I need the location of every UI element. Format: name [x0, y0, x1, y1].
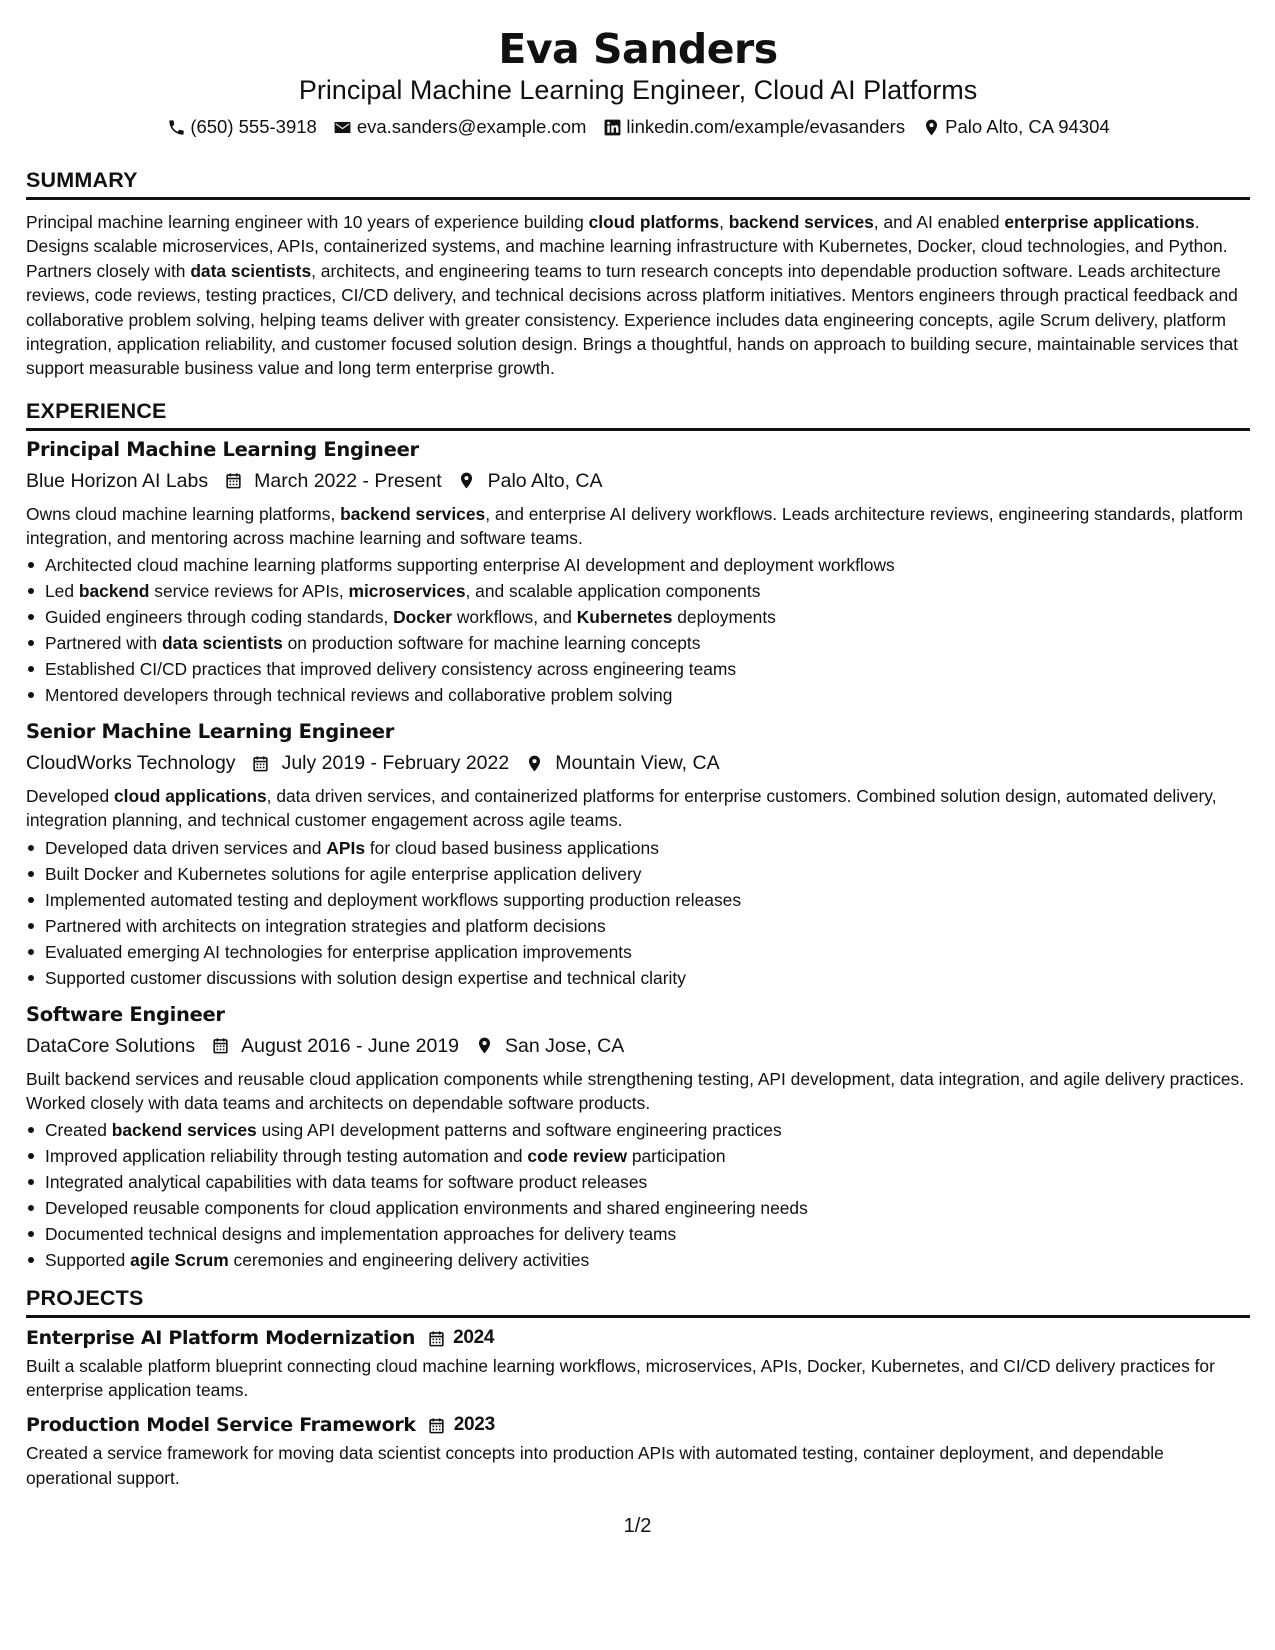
map-pin-icon	[921, 117, 941, 137]
job-title: Principal Machine Learning Engineer	[26, 437, 419, 461]
text-run: on production software for machine learning concepts	[282, 633, 701, 654]
text-run: Developed data driven services and	[45, 837, 327, 858]
contact-location-text: Palo Alto, CA 94304	[945, 116, 1110, 137]
list-item	[45, 1169, 1250, 1195]
text-run: workflows, and	[452, 607, 577, 628]
list-item	[45, 552, 1250, 578]
emphasis-text: data scientists	[161, 633, 283, 654]
emphasis-text: backend services	[340, 503, 486, 524]
job-entry	[26, 719, 1250, 990]
text-run: , and enterprise AI delivery workflows. Leads architecture reviews, engineering standards, platform integration, and mentoring across machine learning and software teams.	[26, 503, 1244, 549]
projects-section	[26, 1285, 1250, 1490]
list-item	[45, 656, 1250, 682]
project-header	[26, 1325, 1250, 1351]
text-run: for cloud based business applications	[365, 837, 659, 858]
contact-bar	[26, 113, 1250, 141]
job-dates: March 2022 - Present	[254, 469, 442, 492]
company-name: DataCore Solutions	[26, 1034, 196, 1057]
list-item	[45, 578, 1250, 604]
text-run: Supported	[45, 1250, 131, 1271]
text-run: participation	[626, 1146, 726, 1167]
emphasis-text: agile Scrum	[130, 1250, 229, 1271]
resume-page	[26, 0, 1250, 1490]
text-run: Improved application reliability through testing automation and	[45, 1146, 528, 1167]
contact-linkedin-text: linkedin.com/example/evasanders	[626, 116, 906, 137]
project-description: Built a scalable platform blueprint connecting cloud machine learning workflows, microservices, APIs, Docker, Kubernetes, and CI/CD delivery practices for enterprise application teams.	[26, 1356, 1215, 1401]
job-description	[26, 784, 1250, 832]
job-bullets	[26, 552, 1250, 708]
map-pin-icon	[473, 1035, 495, 1057]
text-run: , architects, and engineering teams to turn research concepts into dependable production software. Leads architecture reviews, code reviews, testing practices, CI/CD delivery, and technical decisions across platform initiatives. Mentors engineers through practical feedback and collaborative problem solving, helping teams deliver with greater consistency. Experience includes data engineering concepts, agile Scrum delivery, platform integration, application reliability, and customer focused solution design. Brings a thoughtful, hands on approach to building secure, maintainable services that support measurable business value and long term enterprise growth.	[26, 260, 1238, 379]
text-run: Created	[45, 1120, 112, 1141]
text-run: Implemented automated testing and deployment workflows supporting production releases	[45, 889, 742, 910]
section-divider	[26, 197, 1250, 200]
text-run: ,	[719, 212, 729, 232]
text-run: Principal machine learning engineer with 10 years of experience building	[26, 212, 589, 232]
map-pin-icon	[456, 470, 478, 492]
emphasis-text: APIs	[326, 837, 365, 858]
list-item	[45, 604, 1250, 630]
contact-email[interactable]	[333, 116, 587, 138]
project-year: 2023	[453, 1414, 495, 1436]
section-divider	[26, 1315, 1250, 1318]
text-run: , data driven services, and containerized platforms for enterprise customers. Combined solution design, automated delivery, integration planning, and technical customer engagement across agile teams.	[26, 786, 1217, 831]
section-title-projects: PROJECTS	[26, 1286, 144, 1311]
text-run: Partnered with architects on integration strategies and platform decisions	[45, 915, 606, 936]
text-run: . Designs scalable microservices, APIs, containerized systems, and machine learning infrastructure with Kubernetes, Docker, cloud technologies, and Python. Partners closely with	[26, 212, 1228, 281]
emphasis-text: data scientists	[190, 260, 312, 281]
linkedin-icon	[602, 117, 622, 137]
list-item	[45, 965, 1250, 991]
contact-phone-text: (650) 555-3918	[190, 116, 317, 137]
job-entry	[26, 437, 1250, 708]
map-pin-icon	[523, 752, 545, 774]
calendar-icon	[222, 470, 244, 492]
text-run: Partnered with	[45, 633, 162, 654]
job-location: San Jose, CA	[505, 1034, 625, 1057]
text-run: Architected cloud machine learning platforms supporting enterprise AI development and deployment workflows	[45, 555, 895, 576]
calendar-icon	[209, 1035, 231, 1057]
emphasis-text: backend services	[728, 212, 874, 232]
job-meta	[26, 1032, 1250, 1060]
text-run: Built backend services and reusable cloud application components while strengthening testing, API development, data integration, and agile delivery practices. Worked closely with data teams and architects on dependable software products.	[26, 1068, 1245, 1113]
job-meta	[26, 467, 1250, 495]
list-item	[45, 1195, 1250, 1221]
emphasis-text: backend	[78, 581, 150, 602]
text-run: Supported customer discussions with solution design expertise and technical clarity	[45, 967, 686, 988]
calendar-icon	[250, 752, 272, 774]
page-number: 1/2	[623, 1515, 652, 1537]
job-location: Palo Alto, CA	[487, 469, 603, 492]
project-entry	[26, 1325, 1250, 1402]
contact-location	[921, 116, 1110, 138]
text-run: Developed reusable components for cloud application environments and shared engineering needs	[45, 1198, 808, 1219]
phone-icon	[166, 117, 186, 137]
list-item	[45, 887, 1250, 913]
project-year: 2024	[453, 1327, 495, 1349]
text-run: service reviews for APIs,	[149, 581, 349, 602]
project-header	[26, 1412, 1250, 1438]
list-item	[45, 1143, 1250, 1169]
text-run: using API development patterns and software engineering practices	[256, 1120, 782, 1141]
text-run: Integrated analytical capabilities with data teams for software product releases	[45, 1172, 648, 1193]
text-run: , and scalable application components	[465, 581, 761, 602]
text-run: , and AI enabled	[873, 212, 1005, 232]
project-title: Enterprise AI Platform Modernization	[26, 1327, 416, 1350]
envelope-icon	[333, 117, 353, 137]
list-item	[45, 939, 1250, 965]
emphasis-text: enterprise applications	[1004, 212, 1195, 232]
project-list	[26, 1325, 1250, 1490]
job-title: Senior Machine Learning Engineer	[26, 720, 395, 744]
text-run: ceremonies and engineering delivery activities	[228, 1250, 590, 1271]
text-run: Built Docker and Kubernetes solutions for agile enterprise application delivery	[45, 863, 642, 884]
text-run: Established CI/CD practices that improved delivery consistency across engineering teams	[45, 659, 737, 680]
list-item	[45, 682, 1250, 708]
contact-phone[interactable]	[166, 116, 317, 138]
job-location: Mountain View, CA	[555, 752, 720, 775]
calendar-icon	[426, 1414, 448, 1436]
list-item	[45, 630, 1250, 656]
emphasis-text: backend services	[111, 1120, 257, 1141]
text-run: Led	[45, 581, 79, 602]
company-name: Blue Horizon AI Labs	[26, 469, 209, 492]
job-dates: August 2016 - June 2019	[241, 1034, 460, 1057]
project-description: Created a service framework for moving data scientist concepts into production APIs with automated testing, container deployment, and dependable operational support.	[26, 1443, 1164, 1488]
headline: Principal Machine Learning Engineer, Cloud AI Platforms	[298, 75, 978, 105]
text-run: deployments	[672, 607, 776, 628]
list-item	[45, 835, 1250, 861]
section-title-experience: EXPERIENCE	[26, 398, 167, 423]
job-bullets	[26, 835, 1250, 991]
job-bullets	[26, 1117, 1250, 1273]
emphasis-text: cloud platforms	[588, 212, 720, 232]
text-run: Guided engineers through coding standards,	[45, 607, 394, 628]
text-run: Evaluated emerging AI technologies for enterprise application improvements	[45, 941, 632, 962]
contact-email-text: eva.sanders@example.com	[356, 116, 587, 137]
section-divider	[26, 428, 1250, 431]
project-entry	[26, 1412, 1250, 1489]
section-title-summary: SUMMARY	[26, 168, 138, 192]
company-name: CloudWorks Technology	[26, 752, 236, 775]
emphasis-text: code review	[527, 1146, 627, 1167]
text-run: Documented technical designs and implementation approaches for delivery teams	[45, 1224, 677, 1245]
list-item	[45, 913, 1250, 939]
emphasis-text: microservices	[348, 581, 466, 602]
candidate-name: Eva Sanders	[498, 25, 778, 73]
project-title: Production Model Service Framework	[26, 1414, 416, 1437]
summary-text	[26, 210, 1250, 381]
contact-linkedin[interactable]	[602, 116, 905, 138]
job-description	[26, 502, 1250, 550]
list-item	[45, 861, 1250, 887]
list-item	[45, 1117, 1250, 1143]
emphasis-text: cloud applications	[113, 786, 267, 807]
job-description	[26, 1067, 1250, 1115]
emphasis-text: Docker	[393, 607, 453, 628]
calendar-icon	[425, 1327, 447, 1349]
job-meta	[26, 749, 1250, 777]
emphasis-text: Kubernetes	[576, 607, 673, 628]
job-title: Software Engineer	[26, 1002, 225, 1026]
text-run: Mentored developers through technical reviews and collaborative problem solving	[45, 685, 673, 706]
experience-section	[26, 398, 1250, 1273]
summary-body	[26, 210, 1250, 381]
list-item	[45, 1221, 1250, 1247]
job-entry	[26, 1002, 1250, 1273]
text-run: Owns cloud machine learning platforms,	[26, 503, 341, 524]
text-run: Developed	[26, 786, 114, 807]
job-dates: July 2019 - February 2022	[281, 752, 510, 775]
summary-section	[26, 167, 1250, 381]
list-item	[45, 1247, 1250, 1273]
job-list	[26, 437, 1250, 1273]
